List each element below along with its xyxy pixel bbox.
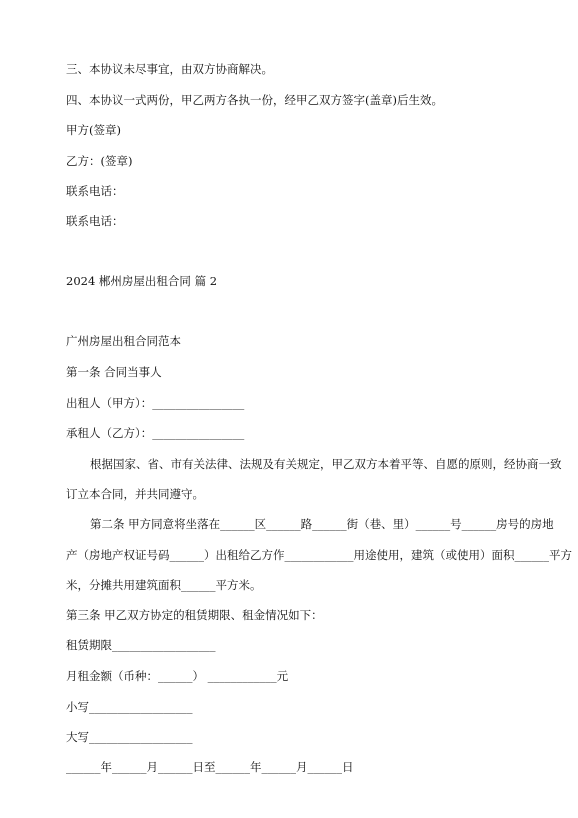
amount-lowercase-field: 小写__________________ [66, 700, 193, 714]
lessee-field: 承租人（乙方）：________________ [66, 426, 245, 440]
contact-phone-label-2: 联系电话： [66, 214, 124, 228]
amount-uppercase-field: 大写__________________ [66, 730, 193, 744]
lease-date-range-field: ______年______月______日至______年______月______日 [66, 760, 354, 774]
clause-four-text: 四、本协议一式两份，甲乙两方各执一份，经甲乙双方签字(盖章)后生效。 [66, 93, 443, 107]
article-two-line-1: 第二条 甲方同意将坐落在______区______路______街（巷、里）______号______房号的房地 [90, 517, 554, 531]
contract-section-title: 2024 郴州房屋出租合同 篇 2 [66, 274, 218, 288]
contract-template-title: 广州房屋出租合同范本 [66, 334, 181, 348]
party-a-signature-label: 甲方(签章) [66, 123, 121, 137]
party-b-signature-label: 乙方：(签章) [66, 154, 133, 168]
lessor-field: 出租人（甲方）：________________ [66, 396, 245, 410]
article-two-line-2: 产（房地产权证号码______）出租给乙方作____________用途使用，建筑（或使用）面积______平方 [66, 548, 572, 562]
article-two-line-3: 米，分摊共用建筑面积______平方米。 [66, 578, 262, 592]
clause-three-text: 三、本协议未尽事宜，由双方协商解决。 [66, 62, 273, 76]
contact-phone-label-1: 联系电话： [66, 184, 124, 198]
preamble-line-2: 订立本合同，并共同遵守。 [66, 487, 204, 501]
lease-term-field: 租赁期限__________________ [66, 638, 216, 652]
monthly-rent-field: 月租金额（币种：______） ____________元 [66, 669, 289, 683]
article-one-heading: 第一条 合同当事人 [66, 365, 162, 379]
preamble-line-1: 根据国家、省、市有关法律、法规及有关规定，甲乙双方本着平等、自愿的原则，经协商一致 [90, 457, 562, 471]
article-three-heading: 第三条 甲乙双方协定的租赁期限、租金情况如下： [66, 608, 323, 622]
